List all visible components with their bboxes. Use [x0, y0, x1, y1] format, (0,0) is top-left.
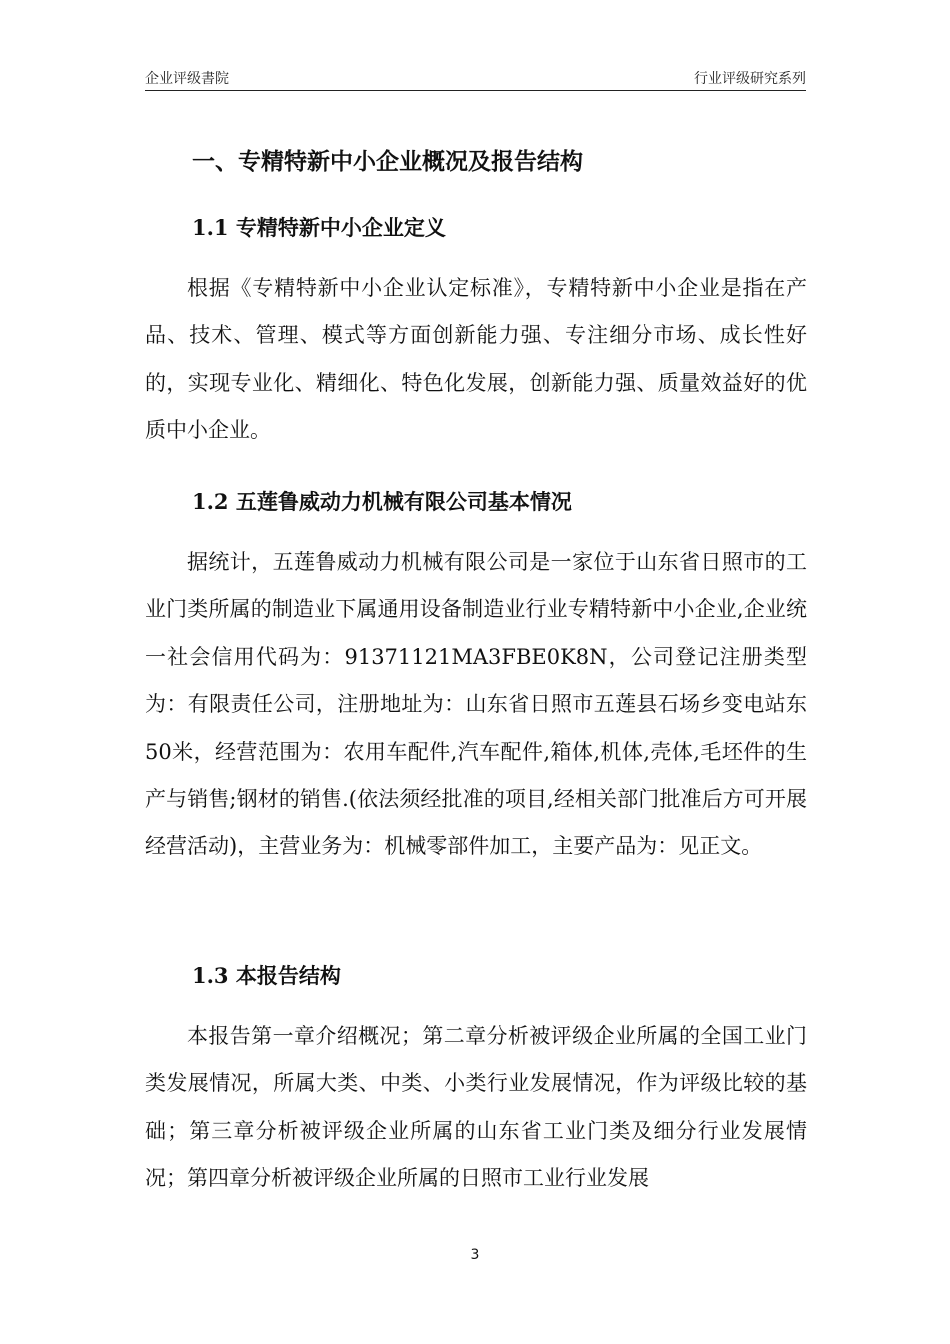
- header-left-text: 企业评级書院: [145, 71, 229, 87]
- section-body-1-2: 据统计，五莲鲁威动力机械有限公司是一家位于山东省日照市的工业门类所属的制造业下属通用设备制造业行业专精特新中小企业,企业统一社会信用代码为：91371121MA3FBE0K8N，公司登记注册类型为：有限责任公司，注册地址为：山东省日照市五莲县石场乡变电站东50米，经营范围为：农用车配件,汽车配件,箱体,机体,壳体,毛坯件的生产与销售;钢材的销售.(依法须经批准的项目,经相关部门批准后方可开展经营活动)，主营业务为：机械零部件加工，主要产品为：见正文。: [145, 550, 807, 859]
- section-body-1-3: 本报告第一章介绍概况；第二章分析被评级企业所属的全国工业门类发展情况，所属大类、中类、小类行业发展情况，作为评级比较的基础；第三章分析被评级企业所属的山东省工业门类及细分行业发展情况；第四章分析被评级企业所属的日照市工业行业发展: [145, 1024, 807, 1191]
- header-right-text: 行业评级研究系列: [694, 71, 806, 87]
- section-heading-1-3: 1.3 本报告结构: [192, 963, 341, 988]
- chapter-title: 一、专精特新中小企业概况及报告结构: [192, 148, 583, 175]
- page-number: 3: [470, 1247, 480, 1263]
- section-body-1-1: 根据《专精特新中小企业认定标准》，专精特新中小企业是指在产品、技术、管理、模式等方面创新能力强、专注细分市场、成长性好的，实现专业化、精细化、特色化发展，创新能力强、质量效益好的优质中小企业。: [145, 276, 807, 443]
- section-heading-1-2: 1.2 五莲鲁威动力机械有限公司基本情况: [192, 489, 572, 514]
- page-header: [145, 66, 806, 91]
- section-heading-1-1: 1.1 专精特新中小企业定义: [192, 215, 446, 240]
